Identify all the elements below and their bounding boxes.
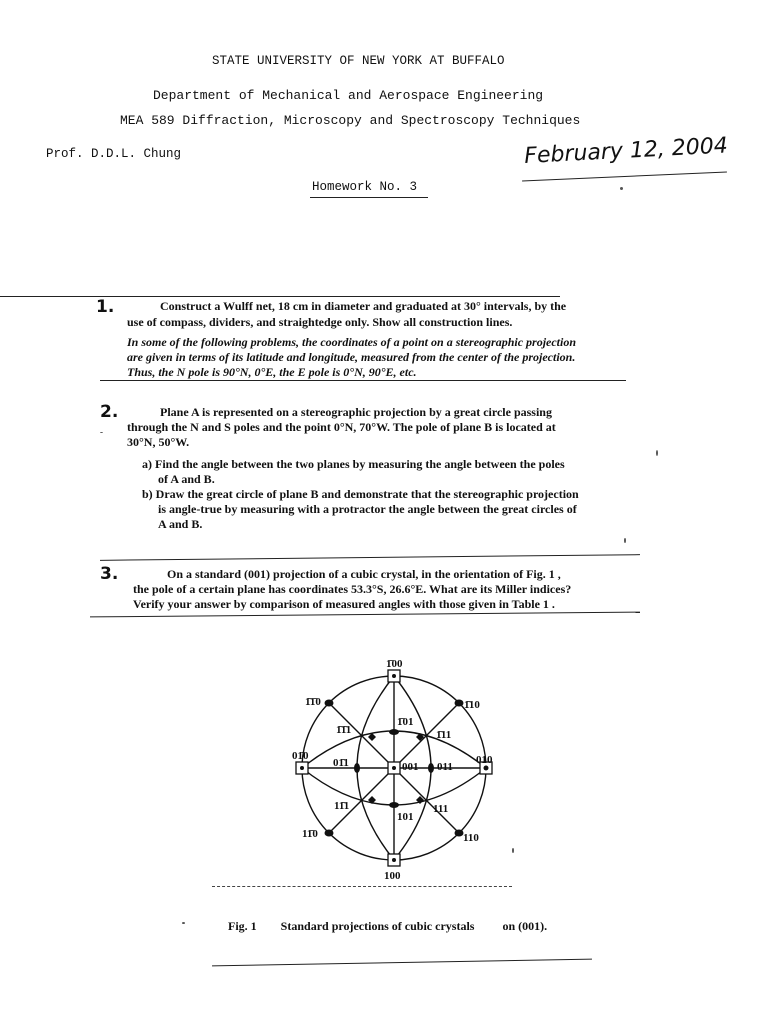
label-ur: 1̄10 <box>464 699 480 711</box>
university-name: STATE UNIVERSITY OF NEW YORK AT BUFFALO <box>212 54 505 68</box>
problem-2-line: through the N and S poles and the point 0°N, 70°W. The pole of plane B is located at <box>127 420 556 434</box>
label-011bar: 01̄1 <box>333 757 349 769</box>
problem-3-line: On a standard (001) projection of a cubic crystal, in the orientation of Fig. 1 , <box>167 567 561 581</box>
problem-3-text-cont <box>133 582 571 612</box>
label-lr: 110 <box>463 832 479 844</box>
scan-speck <box>182 922 185 924</box>
pole-ll <box>325 830 334 837</box>
label-111-ur: 1̄11 <box>436 729 452 741</box>
scan-speck <box>620 187 623 190</box>
label-111-ll: 11̄1 <box>334 800 350 812</box>
problem-2-parts <box>142 457 579 532</box>
pole-011 <box>428 763 434 773</box>
pole-101 <box>389 802 399 808</box>
problem-1-line: use of compass, dividers, and straightedge only. Show all construction lines. <box>127 315 513 329</box>
problem-1-line: Construct a Wulff net, 18 cm in diameter and graduated at 30° intervals, by the <box>160 299 567 313</box>
handwritten-date: February 12, 2004 <box>523 133 729 169</box>
label-top: 1̄00 <box>386 658 403 670</box>
scan-speck <box>100 432 103 433</box>
stereographic-projection <box>280 650 520 890</box>
pole-011bar <box>354 763 360 773</box>
scan-speck <box>656 450 658 456</box>
label-101: 101 <box>397 811 414 823</box>
pole-ul <box>325 700 334 707</box>
label-left: 01̄0 <box>292 750 309 762</box>
problem-3-line: Verify your answer by comparison of measured angles with those given in Table 1 . <box>133 597 555 611</box>
problem-2-text-cont <box>127 420 556 450</box>
label-center: 001 <box>402 761 419 773</box>
label-bottom: 100 <box>384 870 401 882</box>
label-111-ul: 1̄1̄1 <box>336 724 352 736</box>
pole-dot-right <box>484 766 489 771</box>
note-line: In some of the following problems, the coordinates of a point on a stereographic projection <box>127 335 577 349</box>
part-a-line: a) Find the angle between the two planes by measuring the angle between the poles <box>142 457 565 471</box>
part-a-line: of A and B. <box>158 472 215 486</box>
figure-rule <box>212 886 512 887</box>
caption-text: Standard projections of cubic crystals <box>280 919 475 933</box>
problem-3-text <box>167 567 561 582</box>
note-line: are given in terms of its latitude and longitude, measured from the center of the projection. <box>127 350 576 364</box>
divider-3 <box>100 554 640 561</box>
coordinate-note <box>127 335 576 380</box>
pole-101bar <box>389 729 399 735</box>
label-101bar: 1̄01 <box>397 716 414 728</box>
divider-5 <box>212 959 592 967</box>
divider-4 <box>90 612 640 618</box>
scan-speck <box>512 848 514 853</box>
homework-underline <box>310 197 428 198</box>
problem-1-text <box>160 299 566 314</box>
department-name: Department of Mechanical and Aerospace Engineering <box>153 88 544 103</box>
problem-1-text-cont <box>127 315 512 330</box>
divider-1 <box>0 296 560 297</box>
label-011: 011 <box>437 761 453 773</box>
label-111-lr: 111 <box>433 803 449 815</box>
problem-2-number: 2. <box>100 402 119 422</box>
pole-ur <box>455 700 464 707</box>
label-ll: 11̄0 <box>302 828 318 840</box>
problem-2-text <box>160 405 552 420</box>
label-right: 010 <box>476 754 493 766</box>
problem-2-line: 30°N, 50°W. <box>127 435 190 449</box>
caption-label: Fig. 1 <box>228 919 257 933</box>
part-b-line: is angle-true by measuring with a protractor the angle between the great circles of <box>158 502 577 516</box>
pole-dot-bottom <box>392 858 396 862</box>
pole-dot-top <box>392 674 396 678</box>
date-underline <box>522 172 727 182</box>
homework-title: Homework No. 3 <box>312 180 418 194</box>
caption-suffix: on (001). <box>502 919 548 933</box>
part-b-line: A and B. <box>158 517 203 531</box>
scan-speck <box>624 538 626 543</box>
divider-2 <box>100 380 626 381</box>
professor-name: Prof. D.D.L. Chung <box>46 147 182 161</box>
course-title: MEA 589 Diffraction, Microscopy and Spectroscopy Techniques <box>120 113 581 128</box>
part-b-line: b) Draw the great circle of plane B and demonstrate that the stereographic projection <box>142 487 579 501</box>
pole-dot-center <box>392 766 396 770</box>
note-line: Thus, the N pole is 90°N, 0°E, the E pole is 0°N, 90°E, etc. <box>127 365 417 379</box>
problem-1-number: 1. <box>96 297 115 317</box>
problem-3-line: the pole of a certain plane has coordinates 53.3°S, 26.6°E. What are its Miller indices? <box>133 582 572 596</box>
problem-2-line: Plane A is represented on a stereographic projection by a great circle passing <box>160 405 552 419</box>
problem-3-number: 3. <box>100 564 119 584</box>
pole-dot-left <box>300 766 304 770</box>
label-ul: 1̄1̄0 <box>305 696 321 708</box>
figure-caption <box>228 919 547 934</box>
